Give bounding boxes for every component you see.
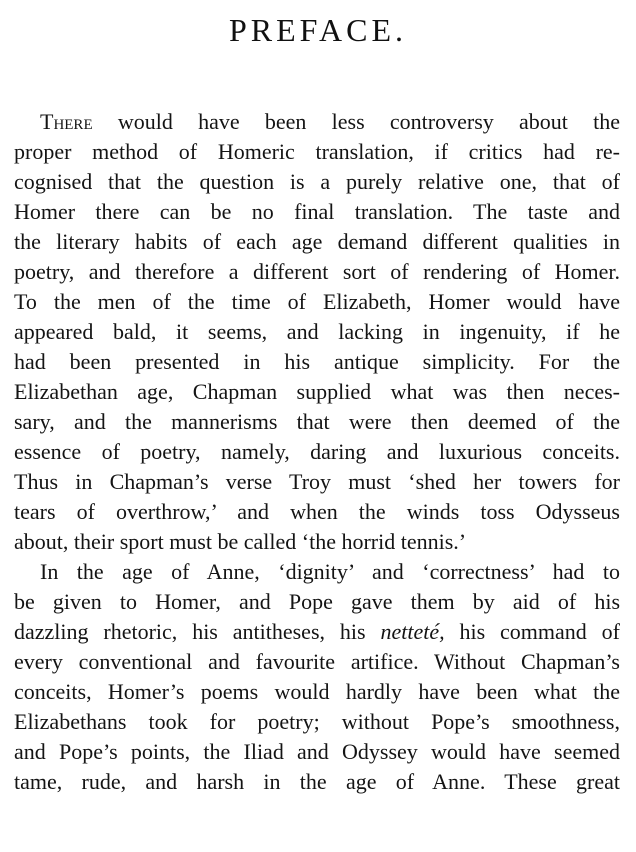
- text-line: Homer there can be no final translation. The taste and: [14, 199, 620, 224]
- text-line: every conventional and favourite artifice. Without Chapman’s: [14, 649, 620, 674]
- first-line-rest: would have been less controversy about the: [117, 109, 621, 134]
- text-line: To the men of the time of Elizabeth, Homer would have: [14, 289, 620, 314]
- text-segment: his command of: [459, 619, 621, 644]
- text-line: Elizabethan age, Chapman supplied what was then neces-: [14, 379, 620, 404]
- lead-word: There: [40, 109, 93, 134]
- paragraph-1-line-1: [40, 108, 620, 136]
- text-line: and Pope’s points, the Iliad and Odyssey would have seemed: [14, 739, 620, 764]
- text-line: appeared bald, it seems, and lacking in ingenuity, if he: [14, 319, 620, 344]
- text-line: Elizabethans took for poetry; without Pope’s smoothness,: [14, 709, 620, 734]
- text-line: proper method of Homeric translation, if critics had re-: [14, 139, 620, 164]
- text-line: poetry, and therefore a different sort of rendering of Homer.: [14, 259, 620, 284]
- text-line-with-italic: [14, 618, 620, 646]
- text-line: tame, rude, and harsh in the age of Anne. These great: [14, 769, 620, 794]
- text-line: tears of overthrow,’ and when the winds toss Odysseus: [14, 499, 620, 524]
- text-line: sary, and the mannerisms that were then deemed of the: [14, 409, 620, 434]
- text-line: essence of poetry, namely, daring and luxurious conceits.: [14, 439, 620, 464]
- page-title: PREFACE.: [228, 12, 408, 48]
- text-line: conceits, Homer’s poems would hardly have been what the: [14, 679, 620, 704]
- text-line: about, their sport must be called ‘the horrid tennis.’: [14, 529, 467, 554]
- text-line: Thus in Chapman’s verse Troy must ‘shed her towers for: [14, 469, 620, 494]
- text-line: the literary habits of each age demand different qualities in: [14, 229, 620, 254]
- text-line: be given to Homer, and Pope gave them by aid of his: [14, 589, 620, 614]
- paragraph-2-line-1: In the age of Anne, ‘dignity’ and ‘correctness’ had to: [40, 559, 620, 584]
- italic-word: netteté,: [380, 619, 445, 644]
- text-line: had been presented in his antique simplicity. For the: [14, 349, 620, 374]
- text-line: cognised that the question is a purely relative one, that of: [14, 169, 620, 194]
- text-segment: dazzling rhetoric, his antitheses, his: [14, 619, 366, 644]
